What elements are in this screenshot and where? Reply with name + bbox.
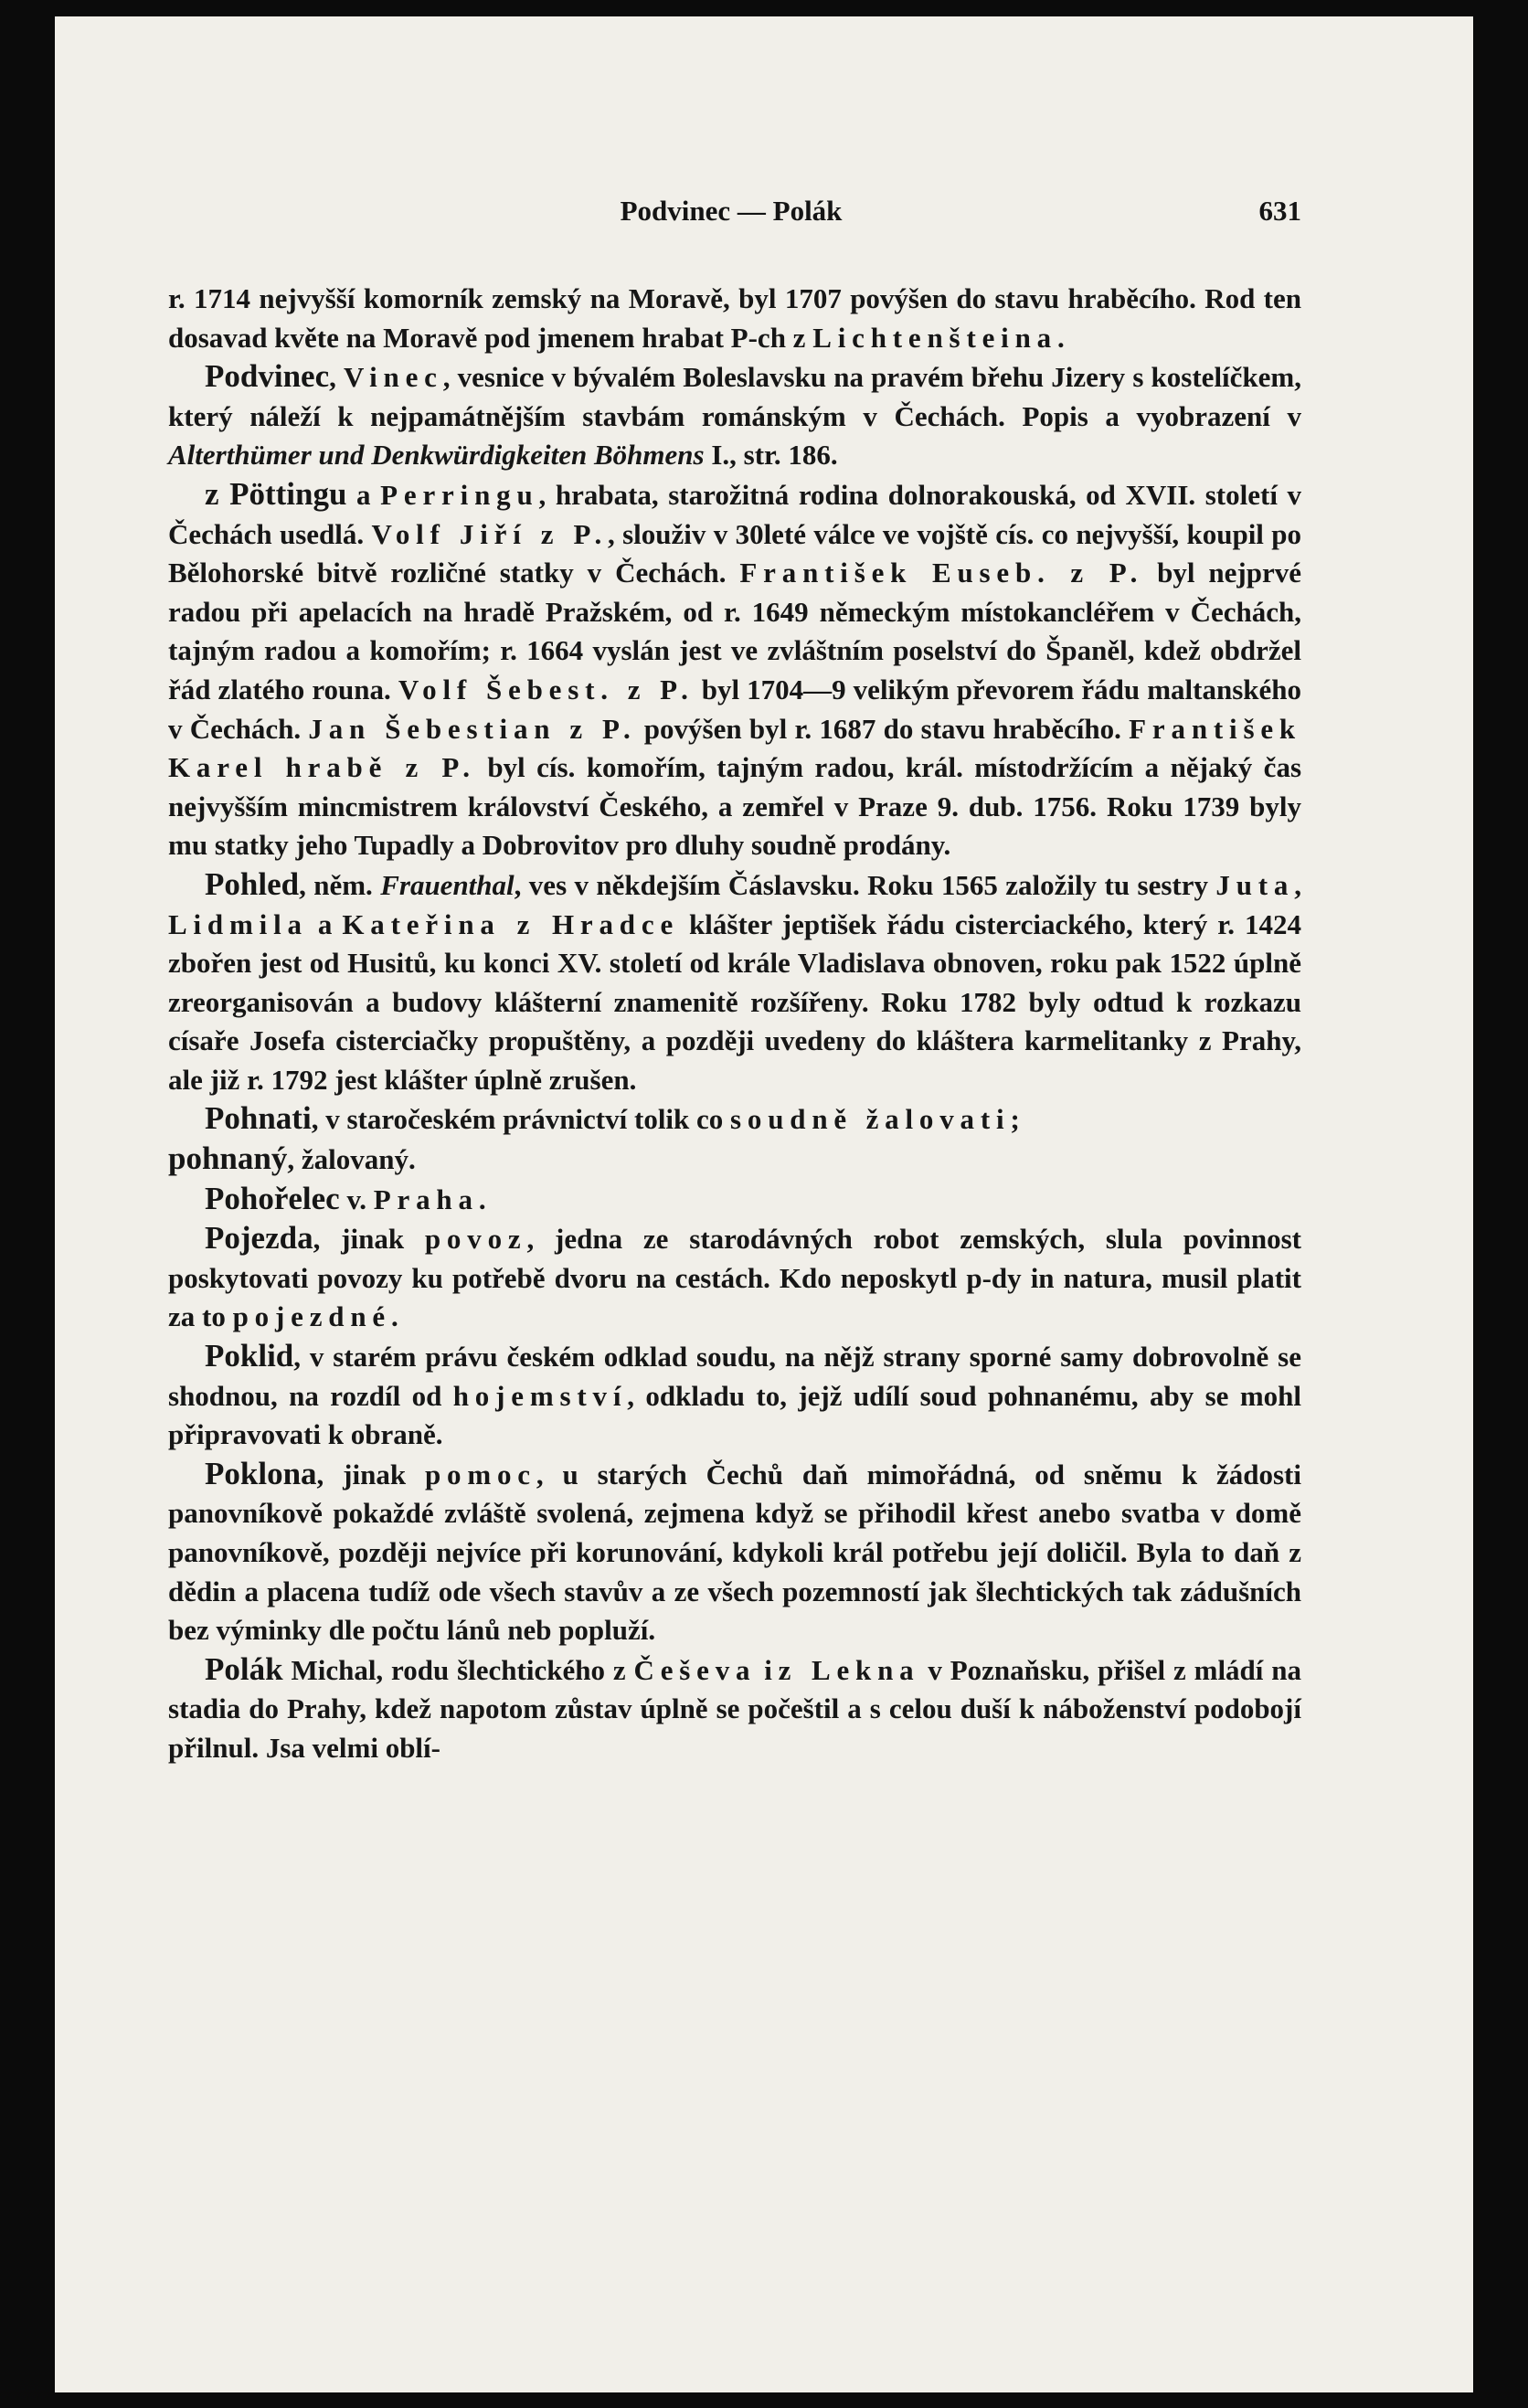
spaced-name: František Euseb. z P. <box>739 557 1144 589</box>
headword: Poklid <box>205 1338 294 1374</box>
headword: Pohnati <box>205 1100 312 1137</box>
text-run: r. 1714 nejvyšší komorník zemský na Moravě, byl 1707 povýšen do stavu hraběcího. Rod ten dosavad květe na Moravě pod jmenem hrabat P-ch z <box>168 282 1301 354</box>
headword: Poklona <box>205 1455 317 1491</box>
spaced-name: povoz <box>424 1223 527 1256</box>
text-run: , něm. <box>299 868 381 901</box>
text-run: , žalovaný. <box>287 1143 416 1176</box>
spaced-name: Volf Jiří z P. <box>371 517 609 550</box>
text-run: , jinak <box>316 1458 425 1490</box>
text-run: , v starém právu českém odklad soudu, na nějž strany sporné samy dobrovolně se shodnou, na rozdíl od <box>168 1341 1301 1412</box>
spaced-name: Lidmila <box>168 907 308 940</box>
headword: z Pöttingu <box>205 475 347 512</box>
entry-pohled <box>168 865 1301 1100</box>
spaced-name: Praha <box>373 1183 479 1215</box>
entry-pohorelec <box>168 1180 1301 1220</box>
spaced-name: soudně žalovati; <box>730 1103 1026 1136</box>
entry-podvinec <box>168 357 1301 475</box>
text-run: , <box>329 361 345 394</box>
text-run: , <box>1294 868 1301 901</box>
italic-title: Alterthümer und Denkwürdigkeiten Böhmens <box>168 439 705 472</box>
text-run: . <box>390 1300 398 1333</box>
text-run: , v staročeském právnictví tolik co <box>311 1103 731 1136</box>
spaced-name: Češeva <box>633 1653 757 1686</box>
text-run: byl nejprvé radou při apelacích na hradě Pražském, od r. 1649 německým místokancléřem v Čechách, tajným radou a komořím; r. 1664 vyslán jest ve zvláštním poselství do Španěl, kdež obdržel řád zlatého rouna. <box>168 557 1301 705</box>
text-run: v Poznaňsku, přišel z mládí na stadia do Prahy, kdež napotom zůstav úplně se počeštil a s celou duší k náboženství podobojí přilnul. Jsa velmi oblí- <box>168 1653 1302 1764</box>
text-run <box>756 1654 764 1686</box>
spaced-name: Juta <box>1215 868 1295 901</box>
text-run: a <box>307 907 343 940</box>
spaced-name: pojezdné <box>232 1300 391 1333</box>
entry-pottingu <box>168 475 1301 865</box>
text-run: , jinak <box>313 1223 425 1256</box>
text-run: byl cís. komořím, tajným radou, král. místodržícím a nějaký čas nejvyšším mincmistrem království Českého, a zemřel v Praze 9. dub. 1756. Roku 1739 byly mu statky jeho Tupadly a Dobrovitov pro dluhy soudně prodány. <box>168 751 1302 862</box>
headword: Pohořelec <box>205 1180 340 1216</box>
text-run: . <box>1056 321 1065 354</box>
spaced-name: hojemství <box>452 1379 628 1412</box>
body-text <box>168 280 1301 1768</box>
entry-poklona <box>168 1455 1301 1650</box>
page-number: 631 <box>1258 195 1301 227</box>
text-run: a <box>346 478 381 511</box>
entry-pojezda <box>168 1219 1301 1337</box>
headword: Pohled <box>205 865 300 902</box>
book-page <box>55 16 1473 2392</box>
text-run: povýšen byl r. 1687 do stavu hraběcího. <box>636 712 1130 745</box>
spaced-name: Vinec <box>344 361 443 394</box>
text-run: , u starých Čechů daň mimořádná, od sněmu k žádosti panovníkově pokaždé zvláště svolená, zejmena když se přihodil křest anebo svatba v domě panovníkově, později nejvíce při korunování, kdykoli král potřebu její doličil. Byla to daň z dědin a placena tudíž ode všech stavův a ze všech pozemností jak šlechtických tak zádušních bez výminky dle počtu lánů neb popluží. <box>168 1458 1301 1647</box>
entry-poklid <box>168 1337 1301 1455</box>
running-title: Podvinec — Polák <box>620 195 843 227</box>
spaced-name: Kateřina z Hradce <box>342 907 680 940</box>
spaced-name: Volf Šebest. z P. <box>398 673 695 705</box>
spaced-name: Lichtenšteina <box>812 321 1057 354</box>
italic-title: Frauenthal <box>380 868 515 901</box>
headword: pohnaný <box>168 1140 288 1177</box>
spaced-name: František Karel hrabě z P. <box>168 712 1301 784</box>
headword: Pojezda <box>205 1220 313 1257</box>
headword: Polák <box>205 1650 283 1687</box>
spaced-name: iz Lekna <box>764 1653 920 1686</box>
headword: Podvinec <box>205 358 330 395</box>
text-run: , slouživ v 30leté válce ve vojště cís. co nejvyšší, koupil po Bělohorské bitvě rozličné statky v Čechách. <box>168 517 1301 589</box>
spaced-name: Perringu <box>380 478 539 511</box>
text-run: v. <box>339 1183 374 1215</box>
text-run: , hrabata, starožitná rodina dolnorakouská, od XVII. století v Čechách usedlá. <box>168 478 1302 550</box>
text-run: , jedna ze starodávných robot zemských, slula povinnost poskytovati povozy ku potřebě dvoru na cestách. Kdo neposkytl p-dy in natura, musil platit za to <box>168 1223 1301 1333</box>
entry-continuation <box>168 280 1301 357</box>
text-run: , odkladu to, jejž udílí soud pohnanému, aby se mohl připravovati k obraně. <box>168 1379 1301 1451</box>
spaced-name: Jan Šebestian z P. <box>308 712 637 745</box>
text-run: . <box>478 1183 486 1215</box>
text-run: Michal, rodu šlechtického z <box>282 1653 634 1686</box>
text-run: , ves v někdejším Čáslavsku. Roku 1565 založily tu sestry <box>514 868 1216 901</box>
page-header <box>55 195 1473 240</box>
entry-pohnati <box>168 1099 1301 1179</box>
text-run: , vesnice v bývalém Boleslavsku na pravém břehu Jizery s kostelíčkem, který náleží k nejpamátnějším stavbám románským v Čechách. Popis a vyobrazení v <box>168 361 1301 432</box>
text-run: byl 1704—9 velikým převorem řádu maltanského v Čechách. <box>168 673 1301 745</box>
text-run: I., str. 186. <box>704 439 838 472</box>
entry-polak <box>168 1650 1301 1768</box>
spaced-name: pomoc <box>424 1458 536 1490</box>
text-run: klášter jeptišek řádu cisterciackého, který r. 1424 zbořen jest od Husitů, ku konci XV. století od krále Vladislava obnoven, roku pak 1522 úplně zreorganisován a budovy klášterní znamenitě rozšířeny. Roku 1782 byly odtud k rozkazu císaře Josefa cisterciačky propuštěny, a později uvedeny do kláštera karmelitanky z Prahy, ale již r. 1792 jest klášter úplně zrušen. <box>168 907 1301 1096</box>
